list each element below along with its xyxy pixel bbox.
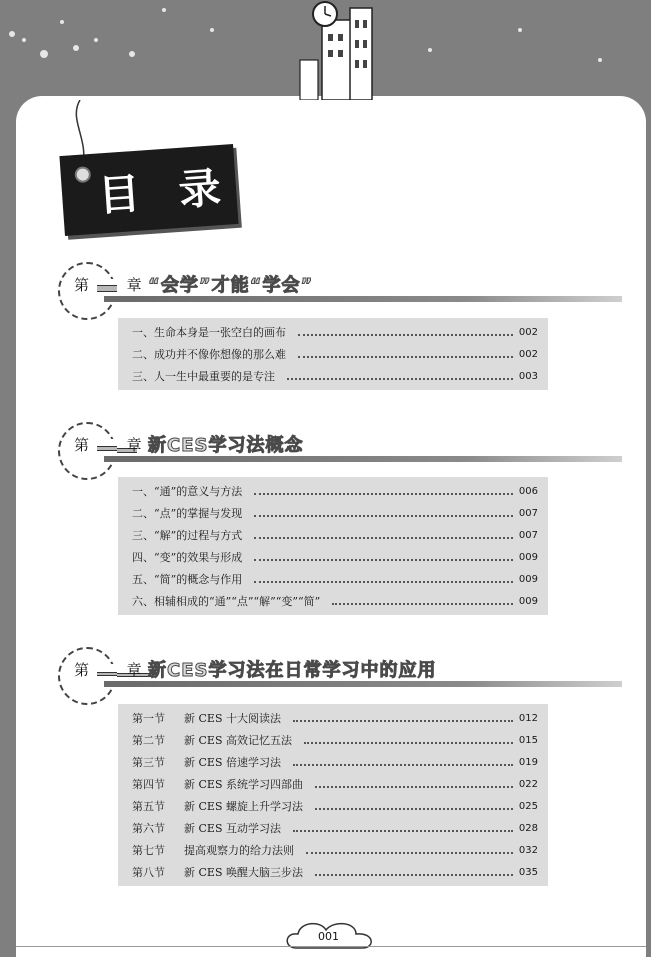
toc-section-label: 第一节	[132, 712, 165, 725]
toc-leader	[293, 763, 513, 766]
toc-leader	[293, 829, 513, 832]
toc-entry-text: 新 CES 互动学习法	[184, 822, 281, 835]
toc-entry[interactable]	[118, 795, 548, 817]
toc-entry-text: 新 CES 唤醒大脑三步法	[184, 866, 303, 879]
toc-entry-page: 035	[518, 866, 538, 878]
toc-entry-page: 019	[518, 756, 538, 768]
toc-leader	[254, 558, 513, 561]
toc-entry-text: 三、“解”的过程与方式	[132, 529, 243, 542]
toc-section-label: 第八节	[132, 866, 165, 879]
toc-leader	[293, 719, 513, 722]
toc-entry-text: 新 CES 螺旋上升学习法	[184, 800, 303, 813]
toc-entry[interactable]	[118, 546, 548, 568]
toc-entry-text: 二、“点”的掌握与发现	[132, 507, 243, 520]
toc-leader	[254, 580, 513, 583]
toc-entry-text: 三、人一生中最重要的是专注	[132, 370, 275, 383]
toc-entry[interactable]	[118, 480, 548, 502]
toc-entry[interactable]	[118, 751, 548, 773]
toc-entry[interactable]	[118, 502, 548, 524]
toc-entry-text: 提高观察力的给力法则	[184, 844, 294, 857]
toc-entry-text: 新 CES 十大阅读法	[184, 712, 281, 725]
toc-entry-page: 009	[518, 551, 538, 563]
toc-leader	[298, 355, 513, 358]
toc-entry[interactable]	[118, 861, 548, 883]
toc-entry[interactable]	[118, 524, 548, 546]
chapter-label-post: 章	[126, 276, 142, 294]
chapter-title: 新CES学习法在日常学习中的应用	[148, 660, 437, 681]
toc-entry-page: 002	[518, 348, 538, 360]
toc-entry[interactable]	[118, 773, 548, 795]
toc-leader	[315, 785, 513, 788]
toc-entry-page: 012	[518, 712, 538, 724]
toc-section-label: 第七节	[132, 844, 165, 857]
toc-entry-page: 006	[518, 485, 538, 497]
toc-section-label: 第五节	[132, 800, 165, 813]
toc-entry-page: 009	[518, 595, 538, 607]
chapter-3-entries	[118, 704, 548, 886]
chapter-2-heading	[58, 422, 624, 462]
toc-entry-text: 新 CES 倍速学习法	[184, 756, 281, 769]
chapter-numeral-icon	[97, 279, 119, 297]
toc-entry-text: 新 CES 高效记忆五法	[184, 734, 292, 747]
toc-entry-page: 007	[518, 507, 538, 519]
toc-section-label: 第二节	[132, 734, 165, 747]
toc-entry-text: 六、相辅相成的“通”“点”“解”“变”“简”	[132, 595, 321, 608]
chapter-label-pre: 第	[74, 276, 90, 294]
toc-section-label: 第四节	[132, 778, 165, 791]
toc-entry-text: 一、“通”的意义与方法	[132, 485, 243, 498]
toc-title-card	[59, 144, 238, 236]
toc-entry-text: 五、“简”的概念与作用	[132, 573, 243, 586]
chapter-rule	[104, 456, 622, 462]
toc-leader	[315, 873, 513, 876]
chapter-3-heading	[58, 647, 624, 687]
toc-section-label: 第六节	[132, 822, 165, 835]
toc-entry[interactable]	[118, 321, 548, 343]
toc-entry-page: 003	[518, 370, 538, 382]
chapter-label-pre: 第	[74, 436, 90, 454]
toc-section-label: 第三节	[132, 756, 165, 769]
chapter-rule	[104, 681, 622, 687]
toc-entry-page: 002	[518, 326, 538, 338]
toc-entry-page: 022	[518, 778, 538, 790]
toc-entry-text: 二、成功并不像你想像的那么难	[132, 348, 286, 361]
toc-entry[interactable]	[118, 839, 548, 861]
chapter-1-heading	[58, 262, 624, 302]
toc-leader	[298, 333, 513, 336]
toc-entry-page: 032	[518, 844, 538, 856]
toc-entry-text: 新 CES 系统学习四部曲	[184, 778, 303, 791]
toc-leader	[315, 807, 513, 810]
toc-entry[interactable]	[118, 568, 548, 590]
toc-leader	[254, 492, 513, 495]
toc-leader	[306, 851, 513, 854]
chapter-label-post: 章	[126, 436, 142, 454]
toc-entry-page: 025	[518, 800, 538, 812]
toc-leader	[304, 741, 513, 744]
toc-entry[interactable]	[118, 729, 548, 751]
chapter-2-entries	[118, 477, 548, 615]
chapter-numeral-icon	[97, 439, 119, 457]
toc-entry[interactable]	[118, 707, 548, 729]
toc-leader	[254, 514, 513, 517]
toc-leader	[254, 536, 513, 539]
tag-hole-icon	[74, 166, 91, 183]
toc-entry-page: 015	[518, 734, 538, 746]
toc-entry-text: 一、生命本身是一张空白的画布	[132, 326, 286, 339]
chapter-label-post: 章	[126, 661, 142, 679]
chapter-1-entries	[118, 318, 548, 390]
city-clock-icon	[270, 0, 390, 100]
toc-entry-text: 四、“变”的效果与形成	[132, 551, 243, 564]
toc-entry-page: 009	[518, 573, 538, 585]
toc-entry-page: 007	[518, 529, 538, 541]
page-title: 目 录	[96, 162, 235, 221]
chapter-label-pre: 第	[74, 661, 90, 679]
toc-entry[interactable]	[118, 817, 548, 839]
toc-entry[interactable]	[118, 365, 548, 387]
toc-entry[interactable]	[118, 590, 548, 612]
page-number: 001	[318, 930, 339, 943]
chapter-title: 新CES学习法概念	[148, 435, 304, 456]
chapter-title: “会学”才能“学会”	[148, 275, 314, 296]
toc-entry[interactable]	[118, 343, 548, 365]
chapter-numeral-icon	[97, 664, 119, 682]
toc-entry-page: 028	[518, 822, 538, 834]
toc-leader	[332, 602, 513, 605]
chapter-rule	[104, 296, 622, 302]
page-edge	[16, 946, 646, 947]
toc-leader	[287, 377, 513, 380]
